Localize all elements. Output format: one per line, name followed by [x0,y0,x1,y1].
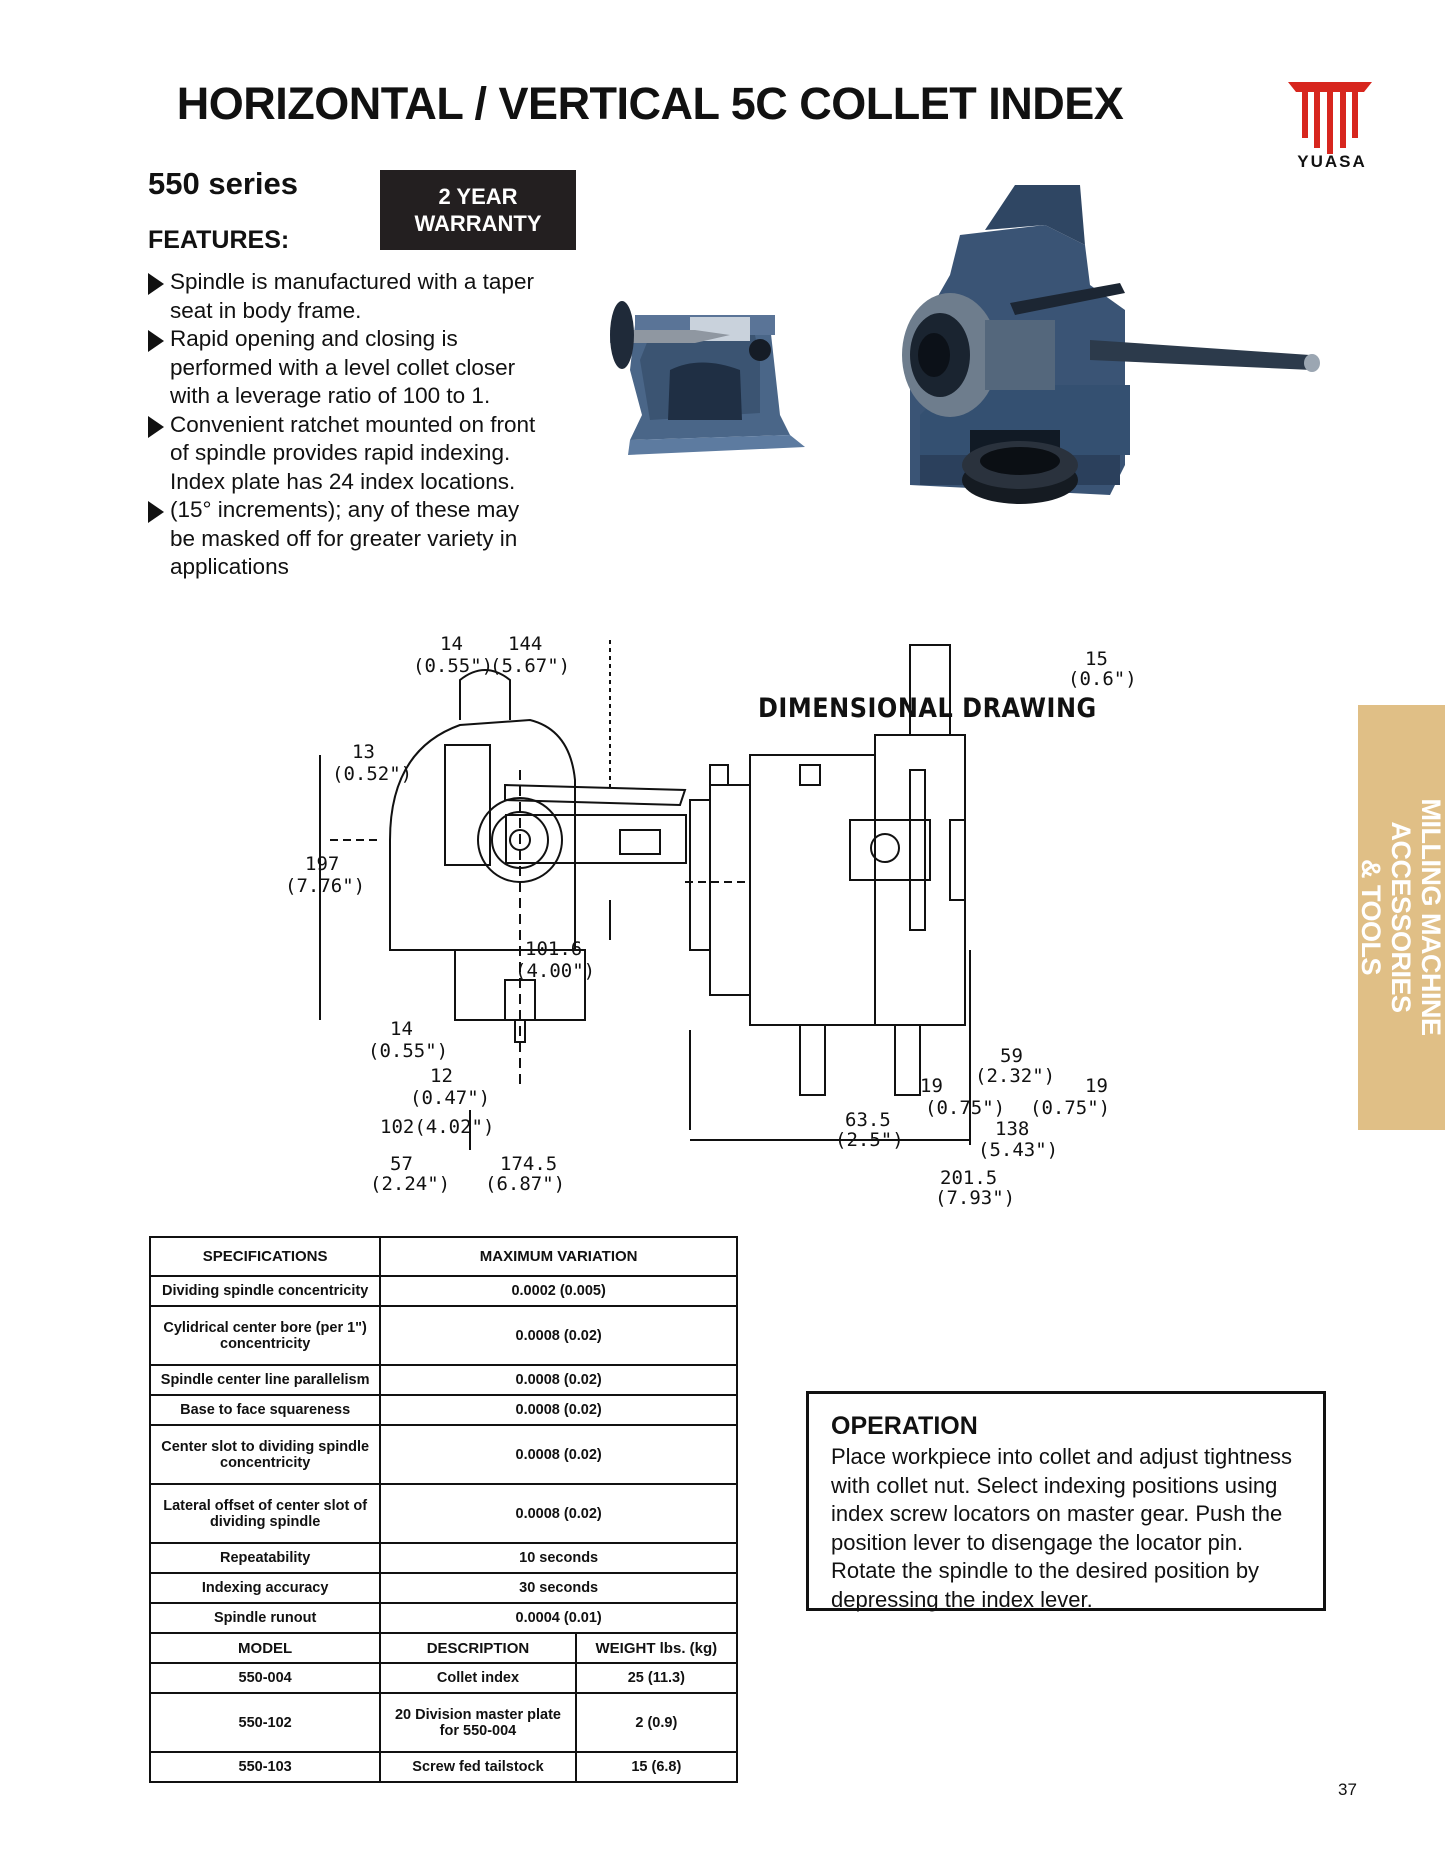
feature-item [148,268,548,325]
side-tab-line-1: MILLING MACHINE ACCESSORIES [1386,798,1446,1036]
spec-name: Indexing accuracy [150,1573,380,1603]
dim-138: 138 [995,1118,1030,1140]
side-tab-line-2: & TOOLS [1356,858,1386,975]
dim-174-5-in: (6.87") [485,1173,566,1195]
dim-15-in: (0.6") [1068,668,1137,690]
page-number: 37 [1338,1780,1357,1799]
dim-12-in: (0.47") [410,1087,491,1109]
page-title: HORIZONTAL / VERTICAL 5C COLLET INDEX [176,78,1124,129]
specifications-table [149,1236,738,1783]
table-row [150,1276,737,1306]
spec-name: Cylidrical center bore (per 1") concentricity [150,1306,380,1365]
feature-text: (15° increments); any of these may be masked off for greater variety in applications [170,497,520,579]
dim-144-in: (5.67") [490,655,571,677]
dim-101-6-in: (4.00") [515,960,596,982]
dim-57-in: (2.24") [370,1173,451,1195]
spec-value: 0.0002 (0.005) [380,1276,737,1306]
feature-text: Spindle is manufactured with a taper seat in body frame. [170,269,534,323]
spec-name: Lateral offset of center slot of dividing spindle [150,1484,380,1543]
model-number: 550-103 [150,1752,380,1782]
model-number: 550-102 [150,1693,380,1752]
model-description: Screw fed tailstock [380,1752,575,1782]
description-header: DESCRIPTION [380,1633,575,1663]
dim-101-6: 101.6 [525,938,583,960]
dim-14-bottom-in: (0.55") [368,1040,449,1062]
spec-value: 0.0008 (0.02) [380,1425,737,1484]
spec-name: Repeatability [150,1543,380,1573]
model-weight: 15 (6.8) [576,1752,737,1782]
dim-13: 13 [352,741,375,763]
dim-14-top: 14 [440,633,463,655]
variation-header: MAXIMUM VARIATION [380,1237,737,1276]
table-header-row [150,1237,737,1276]
dim-14-bottom: 14 [390,1018,413,1040]
table-row [150,1573,737,1603]
model-row [150,1693,737,1752]
model-description: Collet index [380,1663,575,1693]
spec-value: 10 seconds [380,1543,737,1573]
operation-text: Place workpiece into collet and adjust tightness with collet nut. Select indexing positions using index screw locators on master gear. Push the position lever to disengage the locator pin. Rotate the spindle to the desired position by depressing the index lever. [831,1444,1293,1612]
dim-201-5-in: (7.93") [935,1187,1016,1209]
spec-name: Dividing spindle concentricity [150,1276,380,1306]
table-row [150,1395,737,1425]
spec-value: 0.0008 (0.02) [380,1365,737,1395]
model-number: 550-004 [150,1663,380,1693]
dim-63-5: 63.5 [845,1109,891,1131]
spec-value: 0.0008 (0.02) [380,1395,737,1425]
spec-name: Spindle center line parallelism [150,1365,380,1395]
spec-name: Spindle runout [150,1603,380,1633]
table-row [150,1425,737,1484]
dim-14-top-in: (0.55") [413,655,494,677]
model-header-row [150,1633,737,1663]
table-row [150,1484,737,1543]
table-row [150,1543,737,1573]
feature-text: Convenient ratchet mounted on front of spindle provides rapid indexing. Index plate has 24 index locations. [170,411,536,494]
dim-19-right-in: (0.75") [1030,1097,1111,1119]
model-weight: 25 (11.3) [576,1663,737,1693]
feature-item [148,411,548,497]
dim-174-5: 174.5 [500,1153,558,1175]
triangle-bullet-icon [148,330,164,352]
dim-144: 144 [508,633,543,655]
dim-59-in: (2.32") [975,1065,1056,1087]
model-description: 20 Division master plate for 550-004 [380,1693,575,1752]
operation-box [806,1391,1326,1611]
dim-197: 197 [305,853,340,875]
spec-name: Center slot to dividing spindle concentricity [150,1425,380,1484]
spec-name: Base to face squareness [150,1395,380,1425]
warranty-badge [380,170,576,250]
spec-value: 30 seconds [380,1573,737,1603]
feature-item [148,325,548,411]
dim-197-in: (7.76") [285,875,366,897]
dim-59: 59 [1000,1045,1023,1067]
spec-header: SPECIFICATIONS [150,1237,380,1276]
warranty-line-1: 2 YEAR [438,184,518,209]
side-tab-label [1356,712,1446,1122]
product-photos [590,185,1330,605]
model-row [150,1663,737,1693]
triangle-bullet-icon [148,501,164,523]
spec-value: 0.0008 (0.02) [380,1306,737,1365]
dim-19-right: 19 [1085,1075,1108,1097]
model-header: MODEL [150,1633,380,1663]
logo-text: YUASA [1297,152,1367,171]
spec-value: 0.0004 (0.01) [380,1603,737,1633]
table-row [150,1603,737,1633]
dim-57: 57 [390,1153,413,1175]
spec-value: 0.0008 (0.02) [380,1484,737,1543]
front-view-drawing [320,640,686,1150]
tailstock-photo [610,301,805,455]
model-row [150,1752,737,1782]
drawing-title: DIMENSIONAL DRAWING [758,692,1097,724]
section-side-tab [1358,705,1445,1130]
dim-201-5: 201.5 [940,1167,998,1189]
dim-13-in: (0.52") [332,763,413,785]
operation-title: OPERATION [831,1412,978,1440]
series-label: 550 series [148,166,298,201]
feature-item [148,496,548,582]
triangle-bullet-icon [148,273,164,295]
table-row [150,1306,737,1365]
dim-63-5-in: (2.5") [835,1129,904,1151]
feature-text: Rapid opening and closing is performed with a level collet closer with a leverage ratio of 100 to 1. [170,326,516,408]
weight-header: WEIGHT lbs. (kg) [576,1633,737,1663]
dim-15: 15 [1085,648,1108,670]
features-heading: FEATURES: [148,226,290,254]
dim-19-left-in: (0.75") [925,1097,1006,1119]
collet-index-photo [902,185,1320,504]
triangle-bullet-icon [148,416,164,438]
model-weight: 2 (0.9) [576,1693,737,1752]
features-list [148,268,548,582]
dim-138-in: (5.43") [978,1139,1059,1161]
dim-12: 12 [430,1065,453,1087]
table-row [150,1365,737,1395]
warranty-line-2: WARRANTY [414,211,542,236]
dim-19-left: 19 [920,1075,943,1097]
dim-102: 102(4.02") [380,1116,495,1138]
